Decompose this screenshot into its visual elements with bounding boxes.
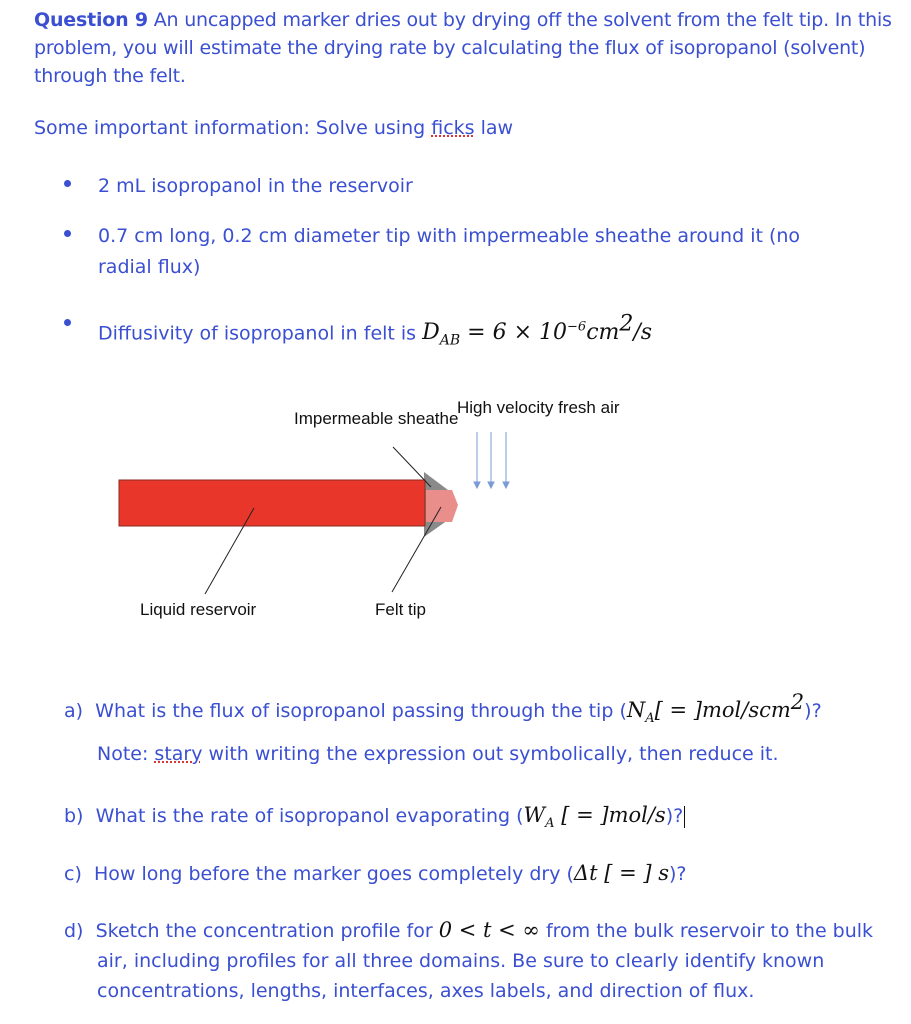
part-label: b) (64, 805, 84, 827)
question-text: An uncapped marker dries out by drying off the solvent from the felt tip. In this problem, you will estimate the drying rate by calculating the flux of isopropanol (solvent) through the felt. (34, 9, 892, 87)
text-cursor (684, 806, 685, 828)
part-d: d) Sketch the concentration profile for 0 < t < ∞ from the bulk reservoir to the bulk air, including profiles for all three domains. Be sure to clearly identify known concentrations, lengths, interfaces, axes labels, and direction of flux. (64, 918, 874, 1002)
question-number: Question 9 (34, 9, 148, 31)
bullet-item: 0.7 cm long, 0.2 cm diameter tip with impermeable sheathe around it (no radial flux) (98, 225, 801, 278)
info-prefix: Some important information: Solve using (34, 117, 432, 139)
part-a: a) What is the flux of isopropanol passing through the tip $(N_A[ = ]mol/scm^2)$? (64, 690, 822, 727)
felt-tip (426, 490, 458, 522)
label-tip: Felt tip (375, 600, 427, 619)
part-c: c) How long before the marker goes completely dry (Δt [ = ] s)? (64, 861, 687, 885)
liquid-reservoir (119, 480, 425, 526)
time-math: Δt [ = ] s (573, 861, 670, 885)
part-label: a) (64, 700, 84, 722)
info-spell-word: ficks (431, 117, 475, 139)
label-air: High velocity fresh air (457, 398, 620, 417)
flux-math: $N_A[ = ]mol/scm^2$ (626, 690, 805, 727)
label-reservoir: Liquid reservoir (140, 600, 257, 619)
bullet-text: Diffusivity of isopropanol in felt is (98, 322, 423, 345)
bullet-item: 2 mL isopropanol in the reservoir (98, 175, 413, 197)
part-label: d) (64, 920, 84, 942)
rate-math: $W_A$ [ = ]mol/s (523, 803, 666, 832)
part-b: b) What is the rate of isopropanol evaporating ($W_A$ [ = ]mol/s)? (64, 803, 684, 832)
air-arrows (474, 432, 509, 488)
part-text: What is the rate of isopropanol evaporating ( (95, 805, 524, 827)
part-text: How long before the marker goes completely dry ( (93, 863, 574, 885)
time-range-math: 0 < t < ∞ (438, 918, 540, 942)
label-sheathe: Impermeable sheathe (294, 409, 459, 428)
part-text: Sketch the concentration profile for (95, 920, 439, 942)
part-label: c) (64, 863, 82, 885)
note-line: Note: stary with writing the expression out symbolically, then reduce it. (97, 743, 779, 765)
note-spell-word: stary (154, 743, 203, 765)
part-text: What is the flux of isopropanol passing through the tip ( (95, 700, 627, 722)
diffusivity-math: $D_{AB} = 6 \times 10^{-6}cm^2/s$ (422, 312, 653, 349)
info-suffix: law (474, 117, 514, 139)
